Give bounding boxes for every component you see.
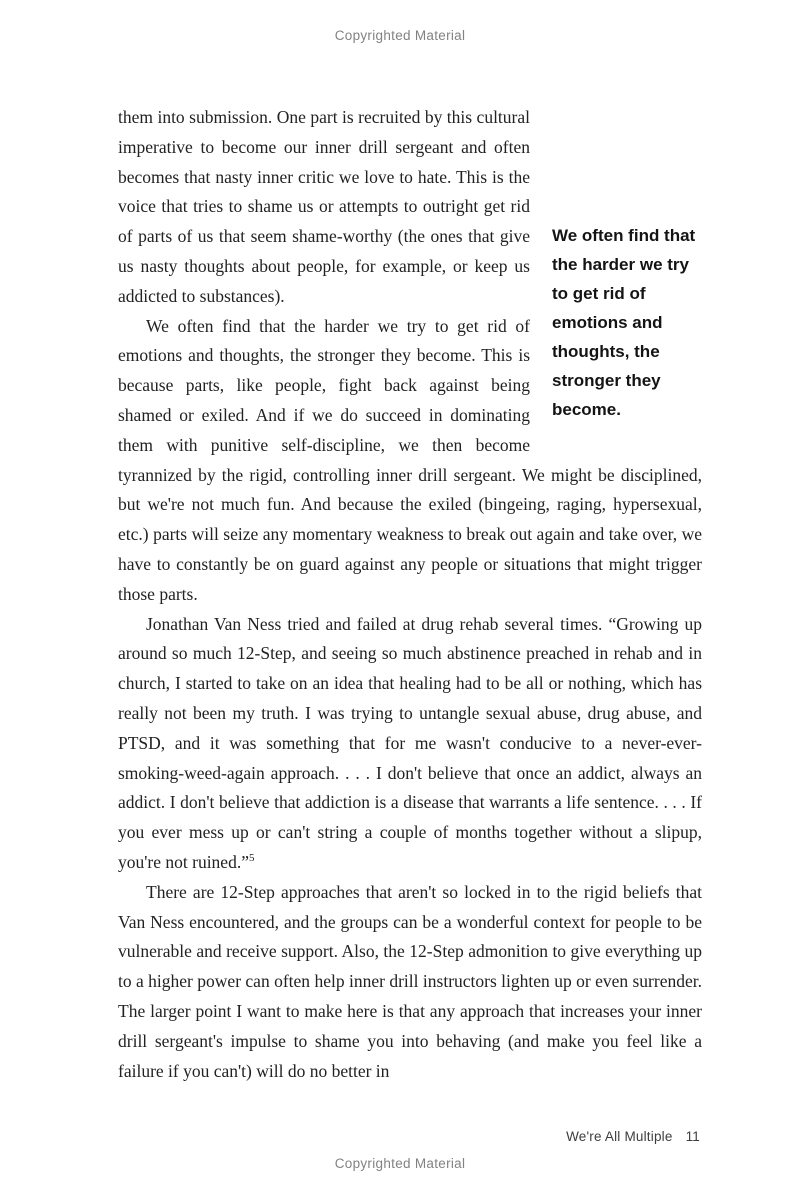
- footnote-reference: 5: [248, 852, 255, 865]
- page-number: 11: [685, 1129, 700, 1144]
- paragraph-text: Jonathan Van Ness tried and failed at drug rehab several times. “Growing up around so much 12-Step, and seeing so much abstinence preached in rehab and in church, I started to take on an idea that healing had to be all or nothing, which has really not been my truth. I was trying to untangle sexual abuse, drug abuse, and PTSD, and it was something that for me wasn't conducive to a never-ever-smoking-weed-again approach. . . . I don't believe that once an addict, always an addict. I don't believe that addiction is a disease that warrants a life sentence. . . . If you ever mess up or can't string a couple of months together without a slipup, you're not ruined.”: [118, 613, 702, 872]
- copyright-notice-bottom: Copyrighted Material: [334, 1156, 466, 1171]
- page-footer: [566, 1129, 700, 1144]
- pull-quote: We often find that the harder we try to get rid of emotions and thoughts, the stronger they become.: [552, 226, 696, 419]
- copyright-notice-top: Copyrighted Material: [334, 28, 466, 43]
- page-body-text: [118, 103, 702, 1086]
- paragraph: There are 12-Step approaches that aren't so locked in to the rigid beliefs that Van Ness encountered, and the groups can be a wonderful context for people to be vulnerable and receive support. Also, the 12-Step admonition to give everything up to a higher power can often help inner drill instructors lighten up or even surrender. The larger point I want to make here is that any approach that increases your inner drill sergeant's impulse to shame you into behaving (and make you feel like a failure if you can't) will do no better in: [118, 881, 702, 1081]
- paragraph: [118, 103, 702, 419]
- running-title: We're All Multiple: [566, 1129, 673, 1144]
- paragraph: [118, 610, 702, 878]
- paragraph: We often find that the harder we try to get rid of emotions and thoughts, the stronger they become. This is because parts, like people, fight back against being shamed or exiled. And if we do succeed in dominating them with punitive self-discipline, we then become tyrannized by the rigid, controlling inner drill sergeant. We might be disciplined, but we're not much fun. And because the exiled (bingeing, raging, hypersexual, etc.) parts will seize any momentary weakness to break out again and take over, we have to constantly be on guard against any people or situations that might trigger those parts.: [118, 315, 702, 604]
- paragraph-text: them into submission. One part is recruited by this cultural imperative to become our inner drill sergeant and often becomes that nasty inner critic we love to hate. This is the voice that tries to shame us or attempts to outright get rid of parts of us that seem shame-worthy (the ones that give us nasty thoughts about people, for example, or keep us addicted to substances).: [118, 107, 530, 306]
